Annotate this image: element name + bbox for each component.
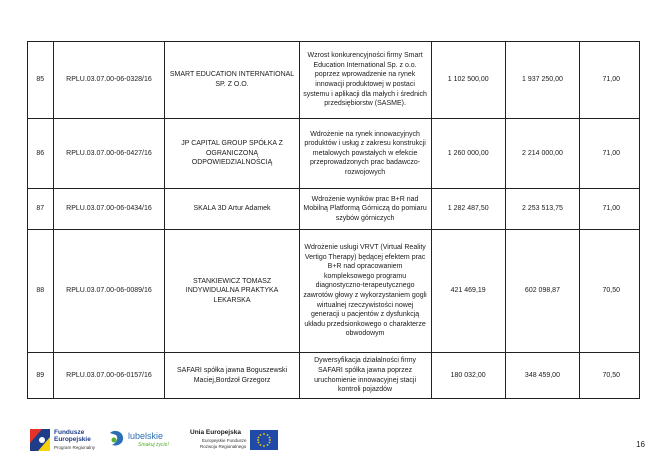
fe-line1: Fundusze	[54, 429, 85, 436]
beneficiary-name: SKALA 3D Artur Adamek	[165, 189, 299, 230]
page-number: 16	[636, 440, 645, 449]
project-description: Wdrożenie usługi VRVT (Virtual Reality Vertigo Therapy) będącej efektem prac B+R nad opracowaniem kompleksowego programu diagnostyczno-terapeutycznego zawrotów głowy z wykorzystaniem gogli wirtualnej rzeczywistości nowej generacji u pacjentów z dysfunkcją układu przedsionkowego o charakterze obwodowym	[299, 230, 431, 353]
projects-table	[27, 41, 640, 399]
score-value: 70,50	[602, 287, 620, 295]
footer-logos	[0, 420, 665, 460]
beneficiary-name: SMART EDUCATION INTERNATIONAL SP. Z O.O.	[165, 42, 299, 119]
ue-sub1: Europejskie Fundusze	[202, 438, 247, 443]
fe-flag-icon	[30, 427, 52, 453]
table-row	[28, 119, 640, 189]
project-ref: RPLU.03.07.00-06-0089/16	[53, 230, 165, 353]
eligible-cost: 421 469,19	[431, 230, 505, 353]
beneficiary-name: STANKIEWICZ TOMASZ INDYWIDUALNA PRAKTYKA LEKARSKA	[165, 230, 299, 353]
ue-title: Unia Europejska	[190, 429, 241, 436]
total-value: 1 937 250,00	[505, 42, 579, 119]
lubelskie-tagline: Smakuj życie!	[138, 442, 169, 448]
project-description: Wdrożenie na rynek innowacyjnych produktów i usług z zakresu konstrukcji metalowych powstałych w efekcie przeprowadzonych prac badawczo-rozwojowych	[299, 119, 431, 189]
table-row	[28, 230, 640, 353]
project-ref: RPLU.03.07.00-06-0157/16	[53, 353, 165, 399]
table-row	[28, 42, 640, 119]
project-description: Wdrożenie wyników prac B+R nad Mobilną Platformą Górniczą do pomiaru szybów górniczych	[299, 189, 431, 230]
row-number: 86	[28, 119, 54, 189]
table-row	[28, 353, 640, 399]
project-ref: RPLU.03.07.00-06-0328/16	[53, 42, 165, 119]
fe-line3: Program Regionalny	[54, 445, 96, 450]
total-value: 602 098,87	[505, 230, 579, 353]
score-value: 71,00	[602, 149, 620, 157]
row-number: 89	[28, 353, 54, 399]
lubelskie-logo	[108, 423, 178, 457]
score-value: 70,50	[602, 371, 620, 379]
eu-flag-icon	[250, 430, 278, 450]
beneficiary-name: SAFARI spółka jawna Boguszewski Maciej,Bordzoł Grzegorz	[165, 353, 299, 399]
project-ref: RPLU.03.07.00-06-0434/16	[53, 189, 165, 230]
fundusze-europejskie-logo	[30, 423, 100, 457]
project-ref: RPLU.03.07.00-06-0427/16	[53, 119, 165, 189]
row-number: 88	[28, 230, 54, 353]
row-number: 87	[28, 189, 54, 230]
score-value: 71,00	[602, 76, 620, 84]
row-number: 85	[28, 42, 54, 119]
beneficiary-name: JP CAPITAL GROUP SPÓŁKA Z OGRANICZONĄ ODPOWIEDZIALNOŚCIĄ	[165, 119, 299, 189]
score-cell	[580, 353, 640, 399]
unia-europejska-logo	[190, 423, 285, 457]
score-cell	[580, 42, 640, 119]
eligible-cost: 180 032,00	[431, 353, 505, 399]
lubelskie-mark-icon	[108, 429, 126, 449]
lubelskie-name: lubelskie	[128, 431, 164, 441]
project-description: Dywersyfikacja działalności firmy SAFARI spółka jawna poprzez uruchomienie innowacyjnej stacji kontroli pojazdów	[299, 353, 431, 399]
project-description: Wzrost konkurencyjności firmy Smart Education International Sp. z o.o. poprzez wprowadzenie na rynek innowacji produktowej w postaci systemu i aplikacji dla małych i średnich przedsiębiorstw (SASME).	[299, 42, 431, 119]
ue-sub2: Rozwoju Regionalnego	[200, 444, 247, 449]
eligible-cost: 1 102 500,00	[431, 42, 505, 119]
total-value: 2 253 513,75	[505, 189, 579, 230]
score-cell	[580, 119, 640, 189]
score-cell	[580, 189, 640, 230]
fe-line2: Europejskie	[54, 436, 91, 443]
score-cell	[580, 230, 640, 353]
table-row	[28, 189, 640, 230]
eligible-cost: 1 282 487,50	[431, 189, 505, 230]
total-value: 2 214 000,00	[505, 119, 579, 189]
total-value: 348 459,00	[505, 353, 579, 399]
score-value: 71,00	[602, 205, 620, 213]
eligible-cost: 1 260 000,00	[431, 119, 505, 189]
